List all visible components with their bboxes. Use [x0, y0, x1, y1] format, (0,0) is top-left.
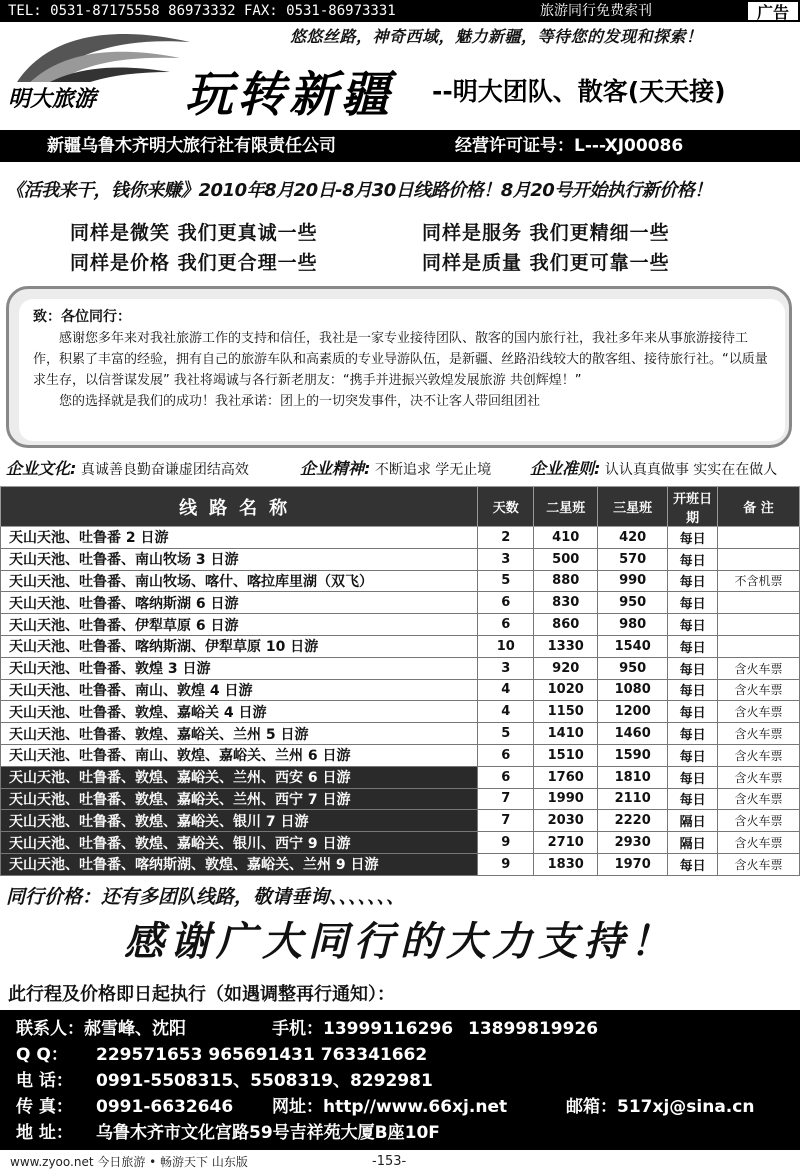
- route-name-cell: 天山天池、吐鲁番、敦煌、嘉峪关 4 日游: [1, 701, 478, 723]
- effective-notice: 此行程及价格即日起执行（如遇调整再行通知）：: [8, 984, 395, 1005]
- notice-content: [19, 299, 785, 441]
- schedule-cell: 每日: [668, 635, 718, 657]
- footer-publication: www.zyoo.net 今日旅游 • 畅游天下 山东版: [10, 1155, 248, 1169]
- address-label: 地 址：: [16, 1123, 73, 1143]
- contact-person-row: [16, 1016, 599, 1042]
- free-index-label: 旅游同行免费索刊: [540, 3, 652, 19]
- note-cell: 含火车票: [718, 853, 800, 875]
- note-cell: 含火车票: [718, 723, 800, 745]
- table-row: [1, 723, 800, 745]
- two-star-price-cell: 1830: [534, 853, 598, 875]
- address-row: [16, 1120, 440, 1146]
- route-name-cell: 天山天池、吐鲁番、敦煌、嘉峪关、银川、西宁 9 日游: [1, 832, 478, 854]
- table-row: [1, 744, 800, 766]
- two-star-price-cell: 1990: [534, 788, 598, 810]
- spirit-value: 不断追求 学无止境: [374, 462, 492, 478]
- three-star-price-cell: 1540: [598, 635, 668, 657]
- schedule-cell: 每日: [668, 679, 718, 701]
- email-label: 邮箱：: [566, 1097, 617, 1117]
- schedule-cell: 每日: [668, 527, 718, 549]
- schedule-cell: 隔日: [668, 832, 718, 854]
- three-star-price-cell: 950: [598, 592, 668, 614]
- days-cell: 4: [478, 679, 534, 701]
- corporate-values-bar: [0, 454, 800, 484]
- table-row: [1, 592, 800, 614]
- principle-label: 企业准则:: [530, 459, 601, 478]
- three-star-price-cell: 1080: [598, 679, 668, 701]
- note-cell: [718, 548, 800, 570]
- route-name-cell: 天山天池、吐鲁番、敦煌、嘉峪关、兰州、西安 6 日游: [1, 766, 478, 788]
- days-cell: 3: [478, 657, 534, 679]
- note-cell: [718, 527, 800, 549]
- fax-number: 0991-6632646: [96, 1097, 234, 1117]
- route-name-cell: 天山天池、吐鲁番、南山、敦煌、嘉峪关、兰州 6 日游: [1, 744, 478, 766]
- two-star-price-cell: 1150: [534, 701, 598, 723]
- qq-label: Q Q：: [16, 1045, 68, 1065]
- company-bar: [0, 130, 800, 162]
- note-cell: [718, 614, 800, 636]
- page-footer: [0, 1152, 800, 1172]
- route-name-cell: 天山天池、吐鲁番、喀纳斯湖 6 日游: [1, 592, 478, 614]
- three-star-price-cell: 950: [598, 657, 668, 679]
- two-star-price-cell: 830: [534, 592, 598, 614]
- table-row: [1, 701, 800, 723]
- three-star-price-cell: 980: [598, 614, 668, 636]
- days-cell: 9: [478, 832, 534, 854]
- note-cell: 不含机票: [718, 570, 800, 592]
- three-star-price-cell: 420: [598, 527, 668, 549]
- table-row: [1, 679, 800, 701]
- principle-value: 认认真真做事 实实在在做人: [604, 462, 778, 478]
- notice-box: [6, 286, 792, 448]
- two-star-price-cell: 2030: [534, 810, 598, 832]
- route-name-cell: 天山天池、吐鲁番、伊犁草原 6 日游: [1, 614, 478, 636]
- days-cell: 2: [478, 527, 534, 549]
- notice-greeting: 致：各位同行：: [33, 309, 131, 325]
- col-route-header: 线路名称: [1, 487, 478, 527]
- route-name-cell: 天山天池、吐鲁番、南山牧场 3 日游: [1, 548, 478, 570]
- spirit-label: 企业精神:: [300, 459, 371, 478]
- slogan: 悠悠丝路，神奇西域，魅力新疆，等待您的发现和探索！: [290, 27, 703, 46]
- days-cell: 4: [478, 701, 534, 723]
- col-three-star-header: 三星班: [598, 487, 668, 527]
- schedule-cell: 每日: [668, 657, 718, 679]
- email-link[interactable]: 517xj@sina.cn: [617, 1097, 755, 1117]
- three-star-price-cell: 2110: [598, 788, 668, 810]
- mobile-label: 手机：: [272, 1019, 323, 1039]
- route-name-cell: 天山天池、吐鲁番、敦煌 3 日游: [1, 657, 478, 679]
- motto-2: 同样是服务 我们更精细一些: [422, 222, 670, 244]
- note-cell: 含火车票: [718, 832, 800, 854]
- table-row: [1, 570, 800, 592]
- col-two-star-header: 二星班: [534, 487, 598, 527]
- three-star-price-cell: 1970: [598, 853, 668, 875]
- route-name-cell: 天山天池、吐鲁番、南山牧场、喀什、喀拉库里湖（双飞）: [1, 570, 478, 592]
- schedule-cell: 每日: [668, 723, 718, 745]
- two-star-price-cell: 1330: [534, 635, 598, 657]
- promo-line: 《活我来干，钱你来赚》2010年8月20日-8月30日线路价格！8月20号开始执行新价格！: [6, 180, 712, 201]
- two-star-price-cell: 880: [534, 570, 598, 592]
- note-cell: 含火车票: [718, 766, 800, 788]
- table-header-row: [1, 487, 800, 527]
- schedule-cell: 每日: [668, 570, 718, 592]
- table-row: [1, 657, 800, 679]
- top-bar: [0, 0, 800, 22]
- top-contact: TEL: 0531-87175558 86973332 FAX: 0531-86973331: [8, 3, 396, 19]
- tel-numbers: 0991-5508315、5508319、8292981: [96, 1071, 433, 1091]
- route-name-cell: 天山天池、吐鲁番、南山、敦煌 4 日游: [1, 679, 478, 701]
- route-name-cell: 天山天池、吐鲁番、喀纳斯湖、敦煌、嘉峪关、兰州 9 日游: [1, 853, 478, 875]
- days-cell: 6: [478, 744, 534, 766]
- table-row: [1, 832, 800, 854]
- table-row: [1, 527, 800, 549]
- three-star-price-cell: 990: [598, 570, 668, 592]
- note-cell: 含火车票: [718, 701, 800, 723]
- two-star-price-cell: 920: [534, 657, 598, 679]
- ad-badge: 广告: [746, 0, 800, 22]
- two-star-price-cell: 500: [534, 548, 598, 570]
- note-cell: 含火车票: [718, 810, 800, 832]
- days-cell: 6: [478, 614, 534, 636]
- days-cell: 6: [478, 766, 534, 788]
- schedule-cell: 隔日: [668, 810, 718, 832]
- col-days-header: 天数: [478, 487, 534, 527]
- schedule-cell: 每日: [668, 766, 718, 788]
- route-name-cell: 天山天池、吐鲁番、敦煌、嘉峪关、兰州 5 日游: [1, 723, 478, 745]
- route-name-cell: 天山天池、吐鲁番 2 日游: [1, 527, 478, 549]
- route-name-cell: 天山天池、吐鲁番、敦煌、嘉峪关、银川 7 日游: [1, 810, 478, 832]
- two-star-price-cell: 860: [534, 614, 598, 636]
- note-cell: [718, 592, 800, 614]
- schedule-cell: 每日: [668, 548, 718, 570]
- notice-paragraph-1: 感谢您多年来对我社旅游工作的支持和信任，我社是一家专业接待团队、散客的国内旅行社，我社多年来从事旅游接待工作，积累了丰富的经验，拥有自己的旅游车队和高素质的专业导游队伍，是新疆、丝路沿线较大的散客组、接待旅行社。“以质量求生存，以信誉谋发展” 我社将竭诚与各行新老朋友：“携手并进振兴敦煌发展旅游 共创辉煌！”: [33, 331, 768, 388]
- qq-row: [16, 1042, 427, 1068]
- days-cell: 9: [478, 853, 534, 875]
- three-star-price-cell: 1200: [598, 701, 668, 723]
- tel-label: 电 话：: [16, 1071, 73, 1091]
- address: 乌鲁木齐市文化宫路59号吉祥苑大厦B座10F: [96, 1123, 440, 1143]
- col-note-header: 备 注: [718, 487, 800, 527]
- license-number: 经营许可证号：L---XJ00086: [455, 136, 684, 156]
- table-row: [1, 635, 800, 657]
- days-cell: 3: [478, 548, 534, 570]
- schedule-cell: 每日: [668, 788, 718, 810]
- motto-3: 同样是价格 我们更合理一些: [70, 252, 318, 274]
- three-star-price-cell: 570: [598, 548, 668, 570]
- fax-row: [16, 1094, 755, 1120]
- two-star-price-cell: 410: [534, 527, 598, 549]
- table-row: [1, 788, 800, 810]
- route-name-cell: 天山天池、吐鲁番、敦煌、嘉峪关、兰州、西宁 7 日游: [1, 788, 478, 810]
- schedule-cell: 每日: [668, 592, 718, 614]
- mobile-1: 13999116296: [323, 1019, 454, 1039]
- table-row: [1, 614, 800, 636]
- note-cell: [718, 635, 800, 657]
- website-link[interactable]: http//www.66xj.net: [323, 1097, 508, 1117]
- thanks-banner: 感谢广大同行的大力支持！: [124, 918, 676, 965]
- company-logo-text: 明大旅游: [8, 87, 97, 112]
- contact-panel: [0, 1010, 800, 1150]
- days-cell: 7: [478, 788, 534, 810]
- headline: 玩转新疆: [185, 67, 394, 123]
- fax-label: 传 真：: [16, 1097, 73, 1117]
- note-cell: 含火车票: [718, 679, 800, 701]
- motto-4: 同样是质量 我们更可靠一些: [422, 252, 670, 274]
- routes-table: [0, 486, 800, 876]
- days-cell: 10: [478, 635, 534, 657]
- page-number: -153-: [372, 1154, 407, 1169]
- table-row: [1, 766, 800, 788]
- three-star-price-cell: 2930: [598, 832, 668, 854]
- notice-paragraph-2: 您的选择就是我们的成功！我社承诺：团上的一切突发事件，决不让客人带回组团社: [59, 394, 541, 409]
- three-star-price-cell: 1810: [598, 766, 668, 788]
- culture-label: 企业文化:: [6, 459, 77, 478]
- schedule-cell: 每日: [668, 701, 718, 723]
- motto-1: 同样是微笑 我们更真诚一些: [70, 222, 318, 244]
- tel-row: [16, 1068, 433, 1094]
- contact-person: 郝雪峰、沈阳: [84, 1019, 186, 1039]
- mobile-2: 13899819926: [468, 1019, 599, 1039]
- note-cell: 含火车票: [718, 788, 800, 810]
- days-cell: 5: [478, 570, 534, 592]
- company-name: 新疆乌鲁木齐明大旅行社有限责任公司: [47, 136, 336, 156]
- two-star-price-cell: 2710: [534, 832, 598, 854]
- qq-numbers: 229571653 965691431 763341662: [96, 1045, 428, 1065]
- schedule-cell: 每日: [668, 744, 718, 766]
- headline-subtitle: --明大团队、散客(天天接): [432, 77, 726, 106]
- two-star-price-cell: 1410: [534, 723, 598, 745]
- days-cell: 5: [478, 723, 534, 745]
- two-star-price-cell: 1020: [534, 679, 598, 701]
- peer-price-note: 同行价格：还有多团队线路，敬请垂询、、、、、、、: [6, 886, 406, 908]
- note-cell: 含火车票: [718, 744, 800, 766]
- table-row: [1, 548, 800, 570]
- website-label: 网址：: [272, 1097, 323, 1117]
- days-cell: 6: [478, 592, 534, 614]
- contact-person-label: 联系人：: [16, 1019, 84, 1039]
- three-star-price-cell: 1590: [598, 744, 668, 766]
- days-cell: 7: [478, 810, 534, 832]
- two-star-price-cell: 1510: [534, 744, 598, 766]
- three-star-price-cell: 2220: [598, 810, 668, 832]
- col-schedule-header: 开班日期: [668, 487, 718, 527]
- note-cell: 含火车票: [718, 657, 800, 679]
- schedule-cell: 每日: [668, 853, 718, 875]
- two-star-price-cell: 1760: [534, 766, 598, 788]
- route-name-cell: 天山天池、吐鲁番、喀纳斯湖、伊犁草原 10 日游: [1, 635, 478, 657]
- table-row: [1, 853, 800, 875]
- schedule-cell: 每日: [668, 614, 718, 636]
- table-row: [1, 810, 800, 832]
- culture-value: 真诚善良勤奋谦虚团结高效: [80, 462, 249, 478]
- three-star-price-cell: 1460: [598, 723, 668, 745]
